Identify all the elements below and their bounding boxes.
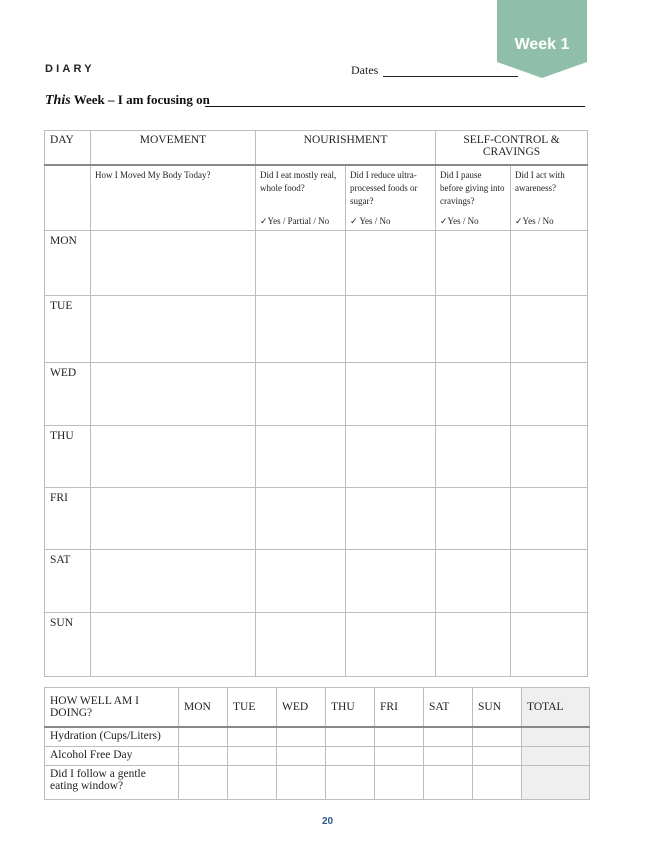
entry-cell[interactable] — [91, 488, 256, 550]
self-control-header: SELF-CONTROL & CRAVINGS — [436, 131, 588, 165]
processed-text: Did I reduce ultra-processed foods or sugar? — [350, 169, 418, 206]
tracker-day-header: WED — [277, 688, 326, 727]
day-row-fri — [45, 488, 588, 550]
tracker-row-alcohol — [45, 747, 590, 766]
entry-cell[interactable] — [346, 231, 436, 296]
tracker-row-hydration — [45, 727, 590, 747]
processed-options: ✓ Yes / No — [350, 216, 391, 226]
tracker-cell[interactable] — [179, 727, 228, 747]
week-ribbon — [497, 0, 587, 78]
diary-title: DIARY — [45, 63, 95, 75]
pause-question — [436, 165, 511, 231]
day-row-sat — [45, 550, 588, 613]
tracker-day-header: MON — [179, 688, 228, 727]
focus-input-line[interactable] — [205, 106, 585, 107]
tracker-cell[interactable] — [326, 747, 375, 766]
dates-label: Dates — [351, 63, 379, 77]
entry-cell[interactable] — [91, 296, 256, 363]
tracker-cell[interactable] — [326, 727, 375, 747]
entry-cell[interactable] — [436, 426, 511, 488]
day-row-mon — [45, 231, 588, 296]
entry-cell[interactable] — [346, 488, 436, 550]
tracker-cell[interactable] — [424, 766, 473, 800]
tracker-day-header: SUN — [473, 688, 522, 727]
tracker-cell[interactable] — [375, 727, 424, 747]
tracker-cell[interactable] — [228, 766, 277, 800]
focus-prefix: This — [45, 93, 71, 108]
dates-input-line[interactable] — [383, 76, 518, 77]
tracker-row-label: Did I follow a gentle eating window? — [45, 766, 179, 800]
entry-cell[interactable] — [256, 363, 346, 426]
entry-cell[interactable] — [511, 363, 588, 426]
entry-cell[interactable] — [91, 426, 256, 488]
tracker-cell[interactable] — [179, 747, 228, 766]
day-label: SUN — [45, 613, 91, 677]
entry-cell[interactable] — [436, 488, 511, 550]
total-cell[interactable] — [522, 747, 590, 766]
day-header: DAY — [45, 131, 91, 165]
entry-cell[interactable] — [511, 296, 588, 363]
entry-cell[interactable] — [256, 426, 346, 488]
entry-cell[interactable] — [511, 613, 588, 677]
day-label: WED — [45, 363, 91, 426]
focus-text: Week – I am focusing on — [70, 92, 210, 107]
tracker-cell[interactable] — [375, 747, 424, 766]
tracker-day-header: TUE — [228, 688, 277, 727]
day-row-thu — [45, 426, 588, 488]
entry-cell[interactable] — [346, 613, 436, 677]
entry-cell[interactable] — [91, 231, 256, 296]
entry-cell[interactable] — [256, 550, 346, 613]
tracker-header-label: HOW WELL AM I DOING? — [45, 688, 179, 727]
tracker-cell[interactable] — [228, 727, 277, 747]
page-number: 20 — [321, 816, 334, 827]
tracker-day-header: FRI — [375, 688, 424, 727]
day-label: SAT — [45, 550, 91, 613]
total-cell[interactable] — [522, 766, 590, 800]
entry-cell[interactable] — [511, 550, 588, 613]
entry-cell[interactable] — [511, 426, 588, 488]
entry-cell[interactable] — [346, 296, 436, 363]
day-label: FRI — [45, 488, 91, 550]
whole-food-text: Did I eat mostly real, whole food? — [260, 169, 337, 193]
diary-subheader-row — [45, 165, 588, 231]
awareness-options: ✓Yes / No — [515, 216, 554, 226]
day-row-sun — [45, 613, 588, 677]
entry-cell[interactable] — [256, 231, 346, 296]
movement-header: MOVEMENT — [91, 131, 256, 165]
total-cell[interactable] — [522, 727, 590, 747]
entry-cell[interactable] — [346, 550, 436, 613]
whole-food-options: ✓Yes / Partial / No — [260, 216, 330, 226]
tracker-cell[interactable] — [179, 766, 228, 800]
tracker-row-label: Hydration (Cups/Liters) — [45, 727, 179, 747]
day-row-wed — [45, 363, 588, 426]
entry-cell[interactable] — [256, 296, 346, 363]
tracker-row-eating-window — [45, 766, 590, 800]
tracker-cell[interactable] — [277, 766, 326, 800]
entry-cell[interactable] — [511, 488, 588, 550]
tracker-cell[interactable] — [277, 727, 326, 747]
whole-food-question — [256, 165, 346, 231]
tracker-cell[interactable] — [228, 747, 277, 766]
entry-cell[interactable] — [91, 550, 256, 613]
entry-cell[interactable] — [256, 613, 346, 677]
tracker-day-header: SAT — [424, 688, 473, 727]
day-row-tue — [45, 296, 588, 363]
nourishment-header: NOURISHMENT — [256, 131, 436, 165]
week-label: Week 1 — [514, 36, 570, 53]
total-header: TOTAL — [522, 688, 590, 727]
day-label: TUE — [45, 296, 91, 363]
tracker-cell[interactable] — [326, 766, 375, 800]
entry-cell[interactable] — [436, 613, 511, 677]
awareness-text: Did I act with awareness? — [515, 169, 565, 193]
entry-cell[interactable] — [256, 488, 346, 550]
diary-header-row — [45, 131, 588, 165]
processed-question — [346, 165, 436, 231]
tracker-cell[interactable] — [424, 747, 473, 766]
tracker-table — [44, 687, 590, 800]
tracker-header-row — [45, 688, 590, 727]
tracker-cell[interactable] — [473, 766, 522, 800]
tracker-cell[interactable] — [473, 747, 522, 766]
entry-cell[interactable] — [511, 231, 588, 296]
tracker-cell[interactable] — [473, 727, 522, 747]
entry-cell[interactable] — [346, 426, 436, 488]
entry-cell[interactable] — [346, 363, 436, 426]
day-label: MON — [45, 231, 91, 296]
entry-cell[interactable] — [436, 550, 511, 613]
diary-table — [44, 130, 588, 677]
entry-cell[interactable] — [91, 363, 256, 426]
tracker-day-header: THU — [326, 688, 375, 727]
movement-question: How I Moved My Body Today? — [91, 165, 256, 231]
tracker-cell[interactable] — [424, 727, 473, 747]
pause-text: Did I pause before giving into cravings? — [440, 169, 505, 206]
tracker-cell[interactable] — [375, 766, 424, 800]
entry-cell[interactable] — [436, 231, 511, 296]
tracker-row-label: Alcohol Free Day — [45, 747, 179, 766]
pause-options: ✓Yes / No — [440, 216, 479, 226]
entry-cell[interactable] — [91, 613, 256, 677]
tracker-cell[interactable] — [277, 747, 326, 766]
entry-cell[interactable] — [436, 296, 511, 363]
empty-cell — [45, 165, 91, 231]
day-label: THU — [45, 426, 91, 488]
awareness-question — [511, 165, 588, 231]
entry-cell[interactable] — [436, 363, 511, 426]
focus-heading — [45, 92, 210, 109]
